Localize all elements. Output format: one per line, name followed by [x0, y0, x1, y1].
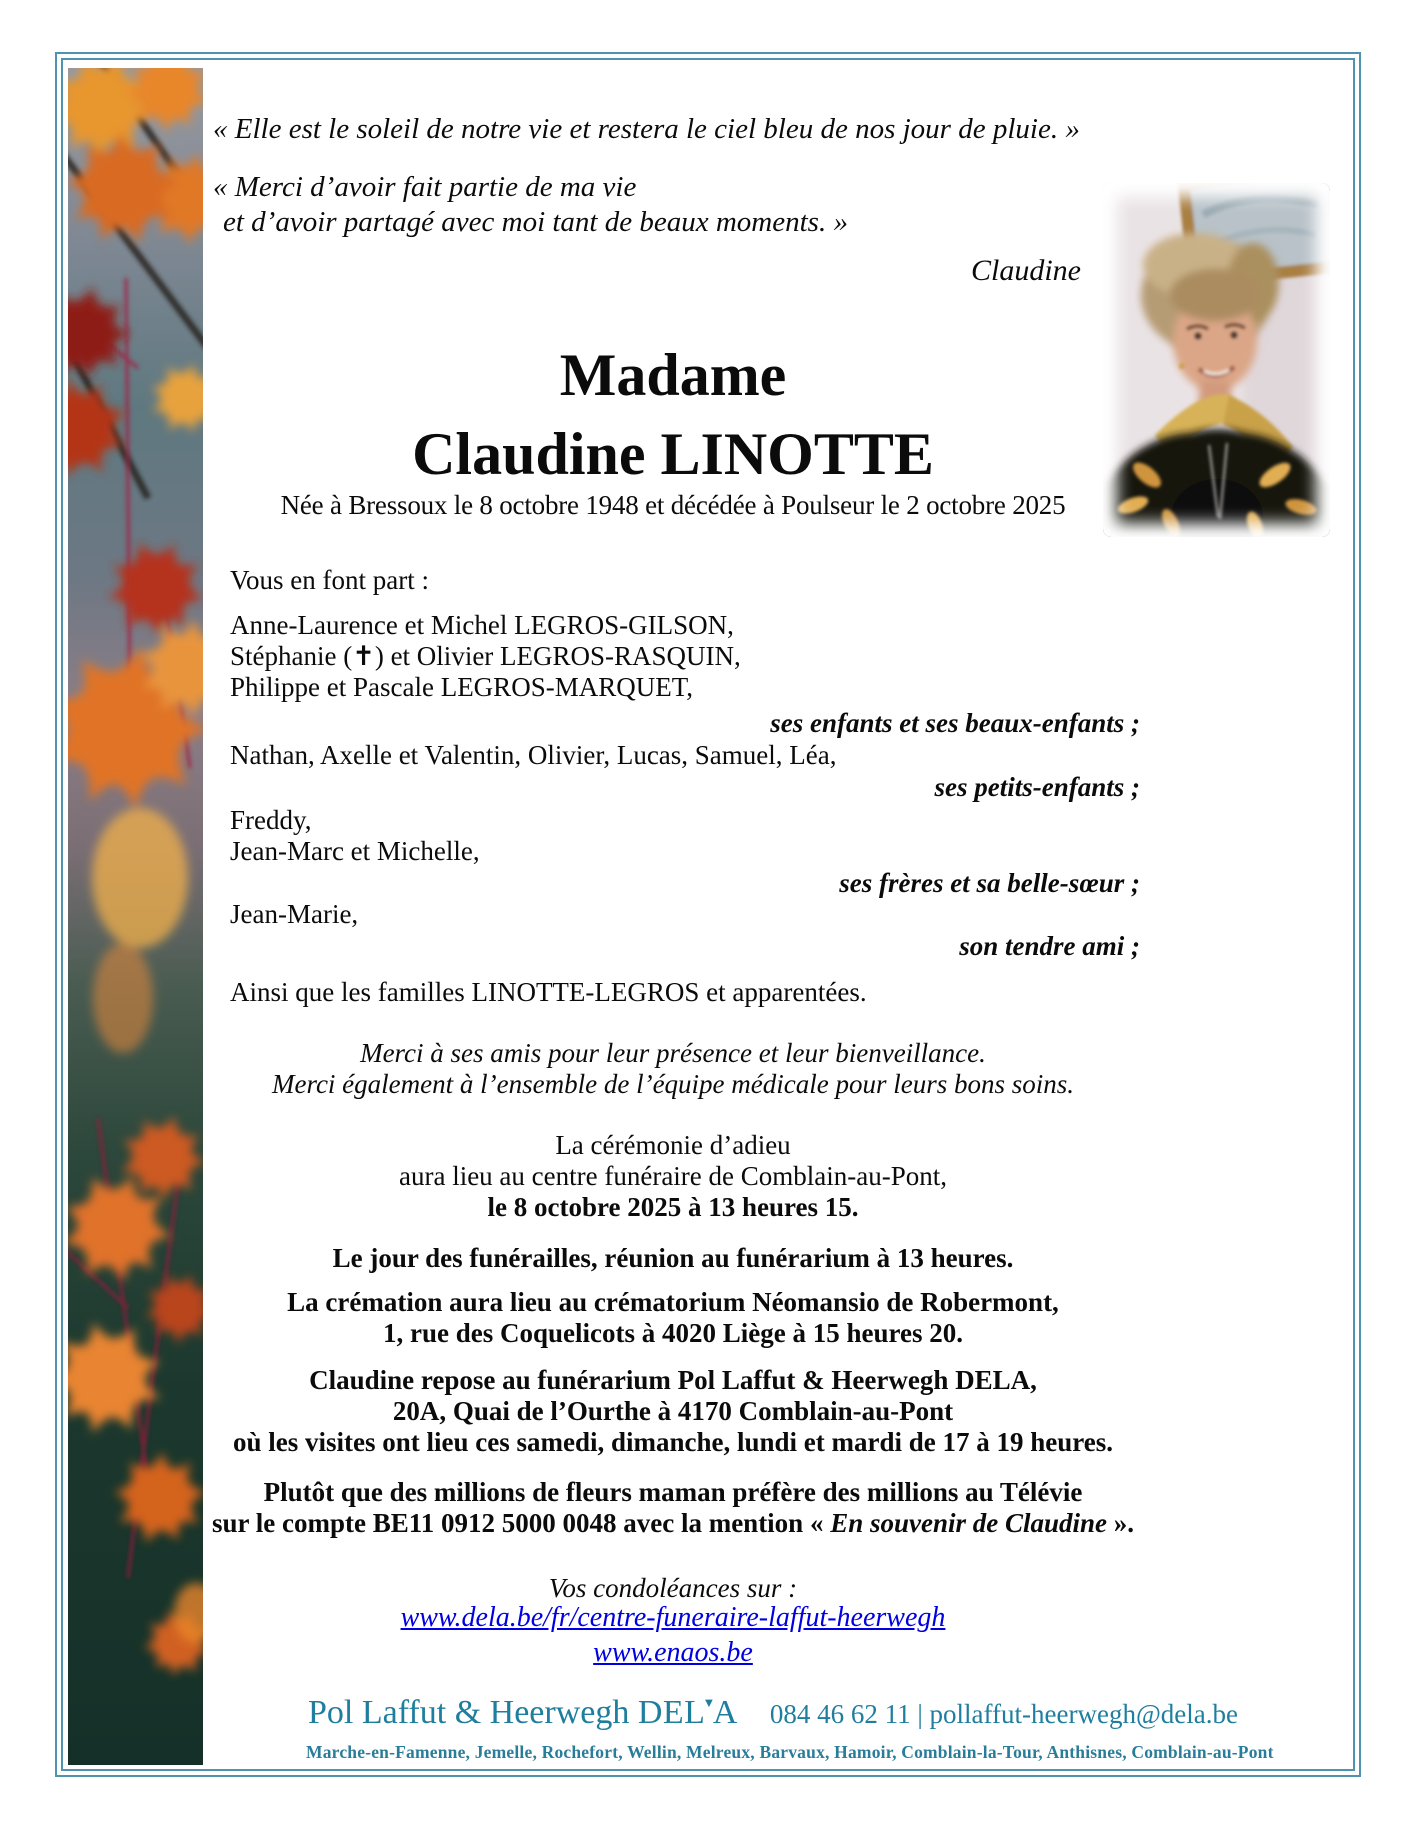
cremation-line-1: La crémation aura lieu au crématorium Néomansio de Robermont,	[287, 1287, 1059, 1317]
footer	[308, 1694, 1308, 1732]
quote-line-1: « Elle est le soleil de notre vie et restera le ciel bleu de nos jour de pluie. »	[213, 113, 1080, 145]
cremation-line-2: 1, rue des Coquelicots à 4020 Liège à 15 heures 20.	[383, 1318, 963, 1348]
family-closing: Ainsi que les familles LINOTTE-LEGROS et apparentées.	[230, 977, 867, 1007]
quote-2-line-2: et d’avoir partagé avec moi tant de beaux moments. »	[223, 206, 848, 238]
ceremony-line-1: La cérémonie d’adieu	[555, 1130, 791, 1160]
enaos-link[interactable]: www.enaos.be	[593, 1637, 753, 1668]
title-line-1: Madame	[559, 342, 787, 408]
televie-mention: En souvenir de Claudine	[830, 1508, 1108, 1538]
quote-2	[213, 170, 1093, 240]
autumn-leaves-photo	[68, 68, 203, 1765]
relation-label: ses petits-enfants ;	[934, 772, 1140, 802]
thanks-line-1: Merci à ses amis pour leur présence et leur bienveillance.	[360, 1038, 986, 1068]
televie-line-2: sur le compte BE11 0912 5000 0048 avec la mention « En souvenir de Claudine ».	[211, 1508, 1135, 1538]
family-line: Philippe et Pascale LEGROS-MARQUET,	[230, 672, 693, 702]
footer-contact: 084 46 62 11 | pollaffut-heerwegh@dela.be	[769, 1699, 1239, 1729]
repose-line-1: Claudine repose au funérarium Pol Laffut & Heerwegh DELA,	[309, 1365, 1037, 1395]
televie-block	[203, 1477, 1143, 1539]
ceremony-line-2: aura lieu au centre funéraire de Comblain-au-Pont,	[398, 1161, 947, 1191]
family-line: Jean-Marc et Michelle,	[230, 836, 480, 866]
family-list	[230, 565, 1140, 1025]
relation-label: ses enfants et ses beaux-enfants ;	[770, 708, 1140, 738]
condolences-link-2-row	[203, 1637, 1143, 1668]
family-intro: Vous en font part :	[230, 565, 429, 595]
condolences-label: Vos condoléances sur :	[548, 1573, 798, 1603]
thanks-line-2: Merci également à l’ensemble de l’équipe médicale pour leurs bons soins.	[271, 1069, 1075, 1099]
televie-line-1: Plutôt que des millions de fleurs maman préfère des millions au Télévie	[263, 1477, 1083, 1507]
family-line: Anne-Laurence et Michel LEGROS-GILSON,	[230, 610, 734, 640]
quote-signature: Claudine	[971, 254, 1081, 287]
funeral-meeting-line: Le jour des funérailles, réunion au funérarium à 13 heures.	[332, 1243, 1014, 1273]
birth-death-line: Née à Bressoux le 8 octobre 1948 et décédée à Poulseur le 2 octobre 2025	[280, 490, 1066, 520]
family-line: Nathan, Axelle et Valentin, Olivier, Lucas, Samuel, Léa,	[230, 740, 837, 770]
repose-line-2: 20A, Quai de l’Ourthe à 4170 Comblain-au-Pont	[392, 1396, 954, 1426]
condolences-link-1-row	[203, 1602, 1143, 1633]
repose-line-3: où les visites ont lieu ces samedi, dimanche, lundi et mardi de 17 à 19 heures.	[232, 1427, 1114, 1457]
relation-label: son tendre ami ;	[959, 931, 1140, 961]
dela-condolences-link[interactable]: www.dela.be/fr/centre-funeraire-laffut-heerwegh	[400, 1602, 946, 1633]
dela-logo-mark: ▼	[702, 1695, 716, 1710]
repose-block	[203, 1365, 1143, 1458]
footer-cities: Marche-en-Famenne, Jemelle, Rochefort, Wellin, Melreux, Barvaux, Hamoir, Comblain-la-Tour, Anthisnes, Comblain-au-Pont	[306, 1742, 1274, 1762]
ceremony-block	[203, 1130, 1143, 1223]
funeral-home-logo: Pol Laffut & Heerwegh DEL▼A	[308, 1694, 738, 1731]
family-line: Freddy,	[230, 805, 312, 835]
cremation-block	[203, 1287, 1143, 1349]
relation-label: ses frères et sa belle-sœur ;	[839, 868, 1140, 898]
thanks-block	[203, 1038, 1143, 1100]
quote-2-line-1: « Merci d’avoir fait partie de ma vie	[213, 171, 637, 203]
family-line: Stéphanie (✝) et Olivier LEGROS-RASQUIN,	[230, 641, 741, 671]
family-line: Jean-Marie,	[230, 899, 359, 929]
page-title	[203, 336, 1143, 494]
title-line-2: Claudine LINOTTE	[412, 421, 934, 487]
ceremony-date-time: le 8 octobre 2025 à 13 heures 15.	[487, 1192, 859, 1222]
